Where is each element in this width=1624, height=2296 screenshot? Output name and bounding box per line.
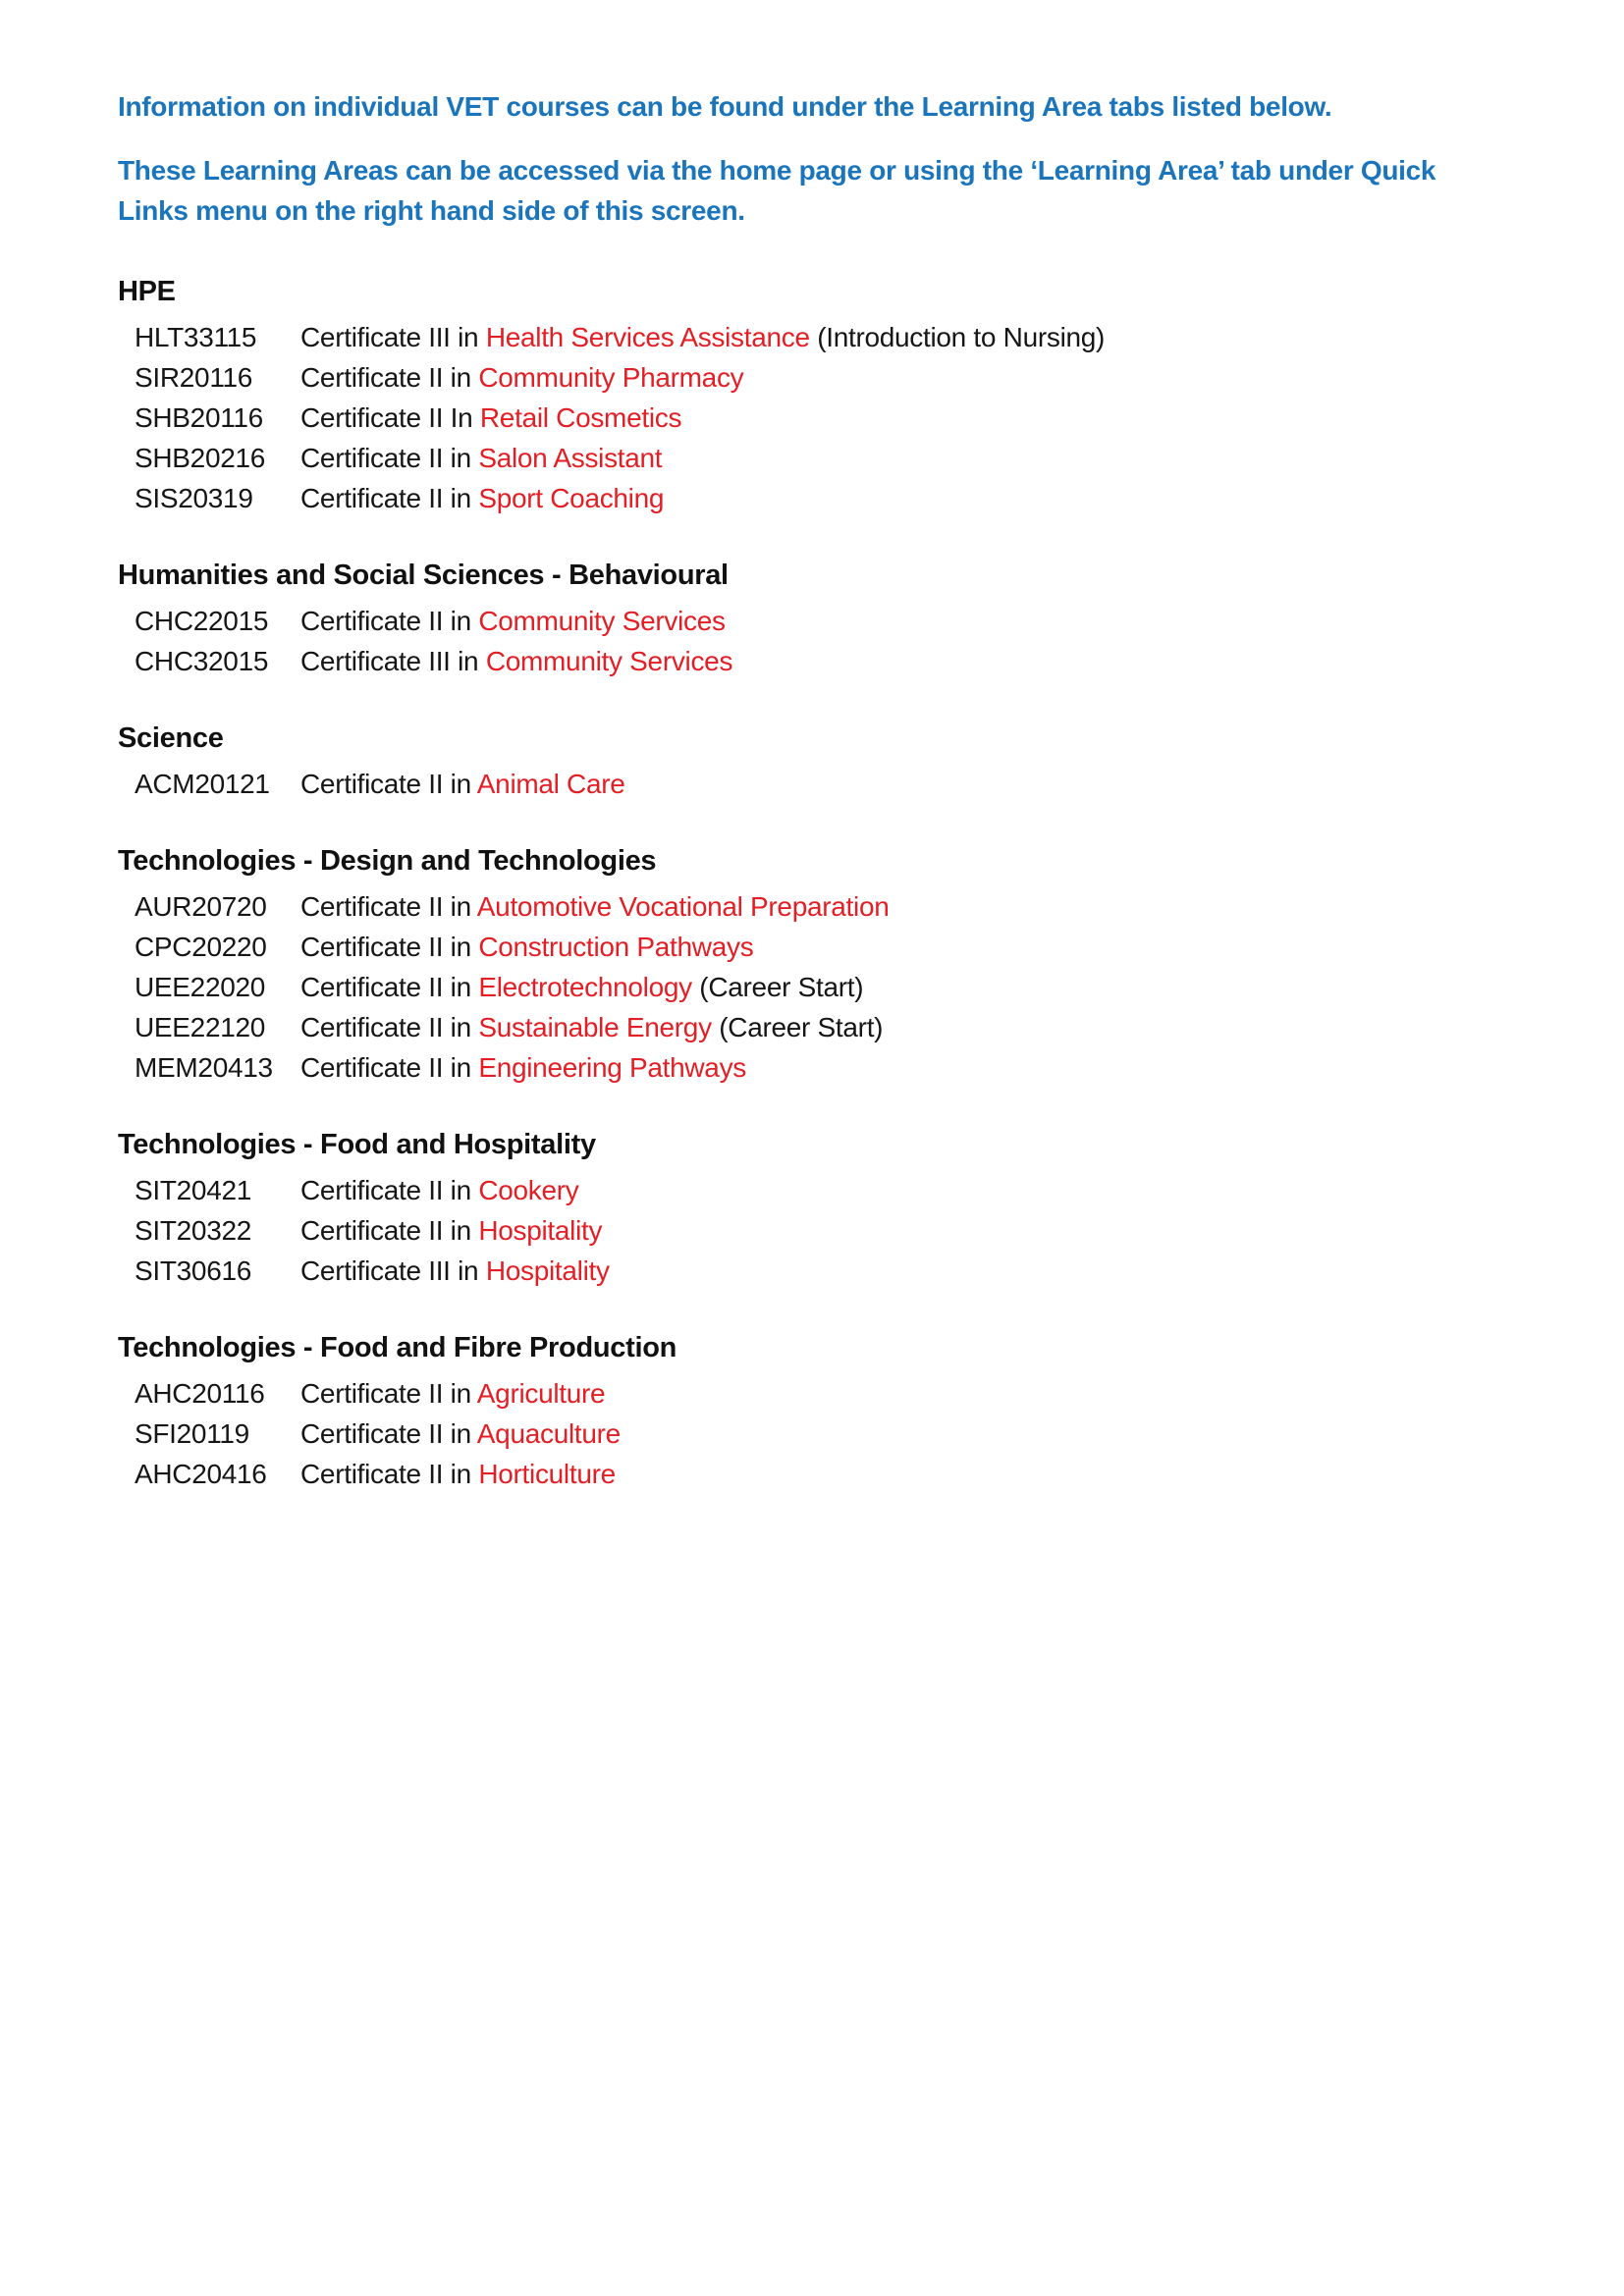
course-title — [300, 641, 732, 681]
course-title — [300, 1047, 746, 1088]
course-list — [118, 886, 1516, 1088]
course-code: CPC20220 — [135, 932, 267, 962]
certificate-level-text: Certificate III in — [300, 322, 486, 352]
course-name: Animal Care — [476, 769, 625, 799]
intro-paragraph-1: Information on individual VET courses can be found under the Learning Area tabs listed below. — [118, 91, 1332, 122]
course-code: ACM20121 — [135, 769, 270, 799]
course-name: Construction Pathways — [478, 932, 754, 962]
intro-block — [118, 86, 1516, 231]
course-title — [300, 1454, 616, 1494]
course-list — [118, 601, 1516, 681]
course-name: Retail Cosmetics — [479, 402, 682, 433]
certificate-level-text: Certificate II in — [300, 483, 479, 513]
course-row — [118, 357, 1516, 398]
course-title — [300, 1414, 621, 1454]
course-title — [300, 438, 662, 478]
learning-area-section-2 — [118, 722, 1516, 804]
certificate-level-text: Certificate II in — [300, 1418, 477, 1449]
course-name: Community Services — [478, 606, 726, 636]
course-code: AHC20416 — [135, 1459, 267, 1489]
course-title — [300, 478, 664, 518]
course-title — [300, 1007, 883, 1047]
certificate-level-text: Certificate II in — [300, 1012, 479, 1042]
course-title — [300, 398, 681, 438]
course-name: Sport Coaching — [478, 483, 665, 513]
course-title — [300, 357, 743, 398]
course-row — [118, 478, 1516, 518]
course-code: SHB20216 — [135, 443, 266, 473]
course-title — [300, 601, 726, 641]
course-title — [300, 317, 1105, 357]
course-title — [300, 1373, 605, 1414]
learning-area-section-4 — [118, 1129, 1516, 1291]
certificate-level-text: Certificate II in — [300, 932, 479, 962]
course-sections — [118, 276, 1516, 1494]
course-code: SHB20116 — [135, 402, 263, 433]
course-name: Community Services — [485, 646, 733, 676]
certificate-level-text: Certificate II in — [300, 769, 477, 799]
course-row — [118, 967, 1516, 1007]
course-name: Electrotechnology — [478, 972, 692, 1002]
course-name: Hospitality — [485, 1255, 610, 1286]
course-list — [118, 317, 1516, 518]
course-name: Agriculture — [476, 1378, 606, 1409]
course-row — [118, 1170, 1516, 1210]
course-code: SIR20116 — [135, 362, 253, 393]
course-code: AHC20116 — [135, 1378, 265, 1409]
course-code: SIT20322 — [135, 1215, 252, 1246]
course-list — [118, 764, 1516, 804]
certificate-level-text: Certificate II in — [300, 443, 479, 473]
course-list — [118, 1373, 1516, 1494]
course-name: Automotive Vocational Preparation — [476, 891, 890, 922]
course-code: MEM20413 — [135, 1052, 273, 1083]
course-row — [118, 1047, 1516, 1088]
learning-area-heading: Technologies - Design and Technologies — [118, 845, 657, 877]
certificate-level-text: Certificate II in — [300, 1052, 479, 1083]
course-title — [300, 1251, 610, 1291]
certificate-level-text: Certificate II In — [300, 402, 480, 433]
course-suffix: (Career Start) — [711, 1012, 884, 1042]
course-row — [118, 927, 1516, 967]
certificate-level-text: Certificate II in — [300, 1459, 479, 1489]
certificate-level-text: Certificate II in — [300, 1378, 477, 1409]
course-name: Cookery — [478, 1175, 579, 1205]
course-code: AUR20720 — [135, 891, 267, 922]
course-name: Sustainable Energy — [478, 1012, 712, 1042]
certificate-level-text: Certificate II in — [300, 362, 479, 393]
certificate-level-text: Certificate II in — [300, 972, 479, 1002]
course-suffix: (Career Start) — [691, 972, 864, 1002]
course-row — [118, 398, 1516, 438]
course-name: Salon Assistant — [478, 443, 663, 473]
learning-area-heading: Technologies - Food and Hospitality — [118, 1129, 596, 1160]
course-row — [118, 1414, 1516, 1454]
course-title — [300, 1210, 602, 1251]
course-name: Health Services Assistance — [485, 322, 810, 352]
course-suffix: (Introduction to Nursing) — [809, 322, 1106, 352]
certificate-level-text: Certificate III in — [300, 1255, 486, 1286]
course-code: SIT30616 — [135, 1255, 252, 1286]
learning-area-heading: Technologies - Food and Fibre Production — [118, 1332, 677, 1363]
course-row — [118, 1373, 1516, 1414]
course-title — [300, 967, 863, 1007]
course-code: UEE22020 — [135, 972, 266, 1002]
course-code: SIS20319 — [135, 483, 253, 513]
course-row — [118, 886, 1516, 927]
intro-paragraph-2: These Learning Areas can be accessed via the home page or using the ‘Learning Area’ tab under Quick Links menu on the right hand side of this screen. — [118, 155, 1436, 226]
course-code: UEE22120 — [135, 1012, 266, 1042]
certificate-level-text: Certificate II in — [300, 1215, 479, 1246]
learning-area-section-3 — [118, 845, 1516, 1088]
course-name: Community Pharmacy — [478, 362, 744, 393]
course-row — [118, 1454, 1516, 1494]
course-title — [300, 1170, 579, 1210]
course-row — [118, 764, 1516, 804]
course-code: HLT33115 — [135, 322, 257, 352]
course-code: SIT20421 — [135, 1175, 252, 1205]
learning-area-heading: Science — [118, 722, 224, 754]
course-name: Engineering Pathways — [478, 1052, 746, 1083]
certificate-level-text: Certificate II in — [300, 1175, 479, 1205]
learning-area-section-1 — [118, 560, 1516, 681]
course-list — [118, 1170, 1516, 1291]
course-name: Hospitality — [478, 1215, 603, 1246]
course-name: Horticulture — [478, 1459, 616, 1489]
course-row — [118, 641, 1516, 681]
course-row — [118, 1251, 1516, 1291]
course-code: CHC22015 — [135, 606, 269, 636]
course-code: CHC32015 — [135, 646, 269, 676]
certificate-level-text: Certificate II in — [300, 891, 477, 922]
course-row — [118, 317, 1516, 357]
certificate-level-text: Certificate II in — [300, 606, 479, 636]
course-name: Aquaculture — [476, 1418, 621, 1449]
course-row — [118, 1210, 1516, 1251]
learning-area-heading: Humanities and Social Sciences - Behavioural — [118, 560, 729, 591]
course-row — [118, 1007, 1516, 1047]
course-title — [300, 886, 890, 927]
course-code: SFI20119 — [135, 1418, 249, 1449]
course-row — [118, 438, 1516, 478]
learning-area-heading: HPE — [118, 276, 176, 307]
learning-area-section-0 — [118, 276, 1516, 518]
certificate-level-text: Certificate III in — [300, 646, 486, 676]
course-title — [300, 927, 753, 967]
learning-area-section-5 — [118, 1332, 1516, 1494]
course-row — [118, 601, 1516, 641]
course-title — [300, 764, 625, 804]
